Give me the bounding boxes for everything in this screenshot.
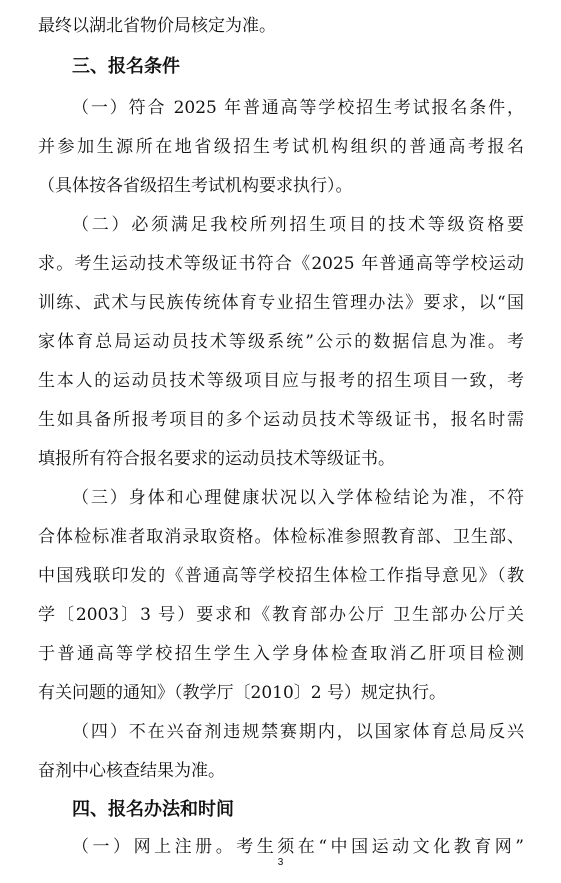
- page-number: 3: [277, 857, 284, 868]
- paragraph-line: （四）不在兴奋剂违规禁赛期内，以国家体育总局反兴: [72, 722, 524, 742]
- paragraph-line: （一）网上注册。考生须在“中国运动文化教育网”: [72, 837, 524, 857]
- paragraph-line: 求。考生运动技术等级证书符合《2025 年普通高等学校运动: [38, 254, 524, 274]
- paragraph-line: 生本人的运动员技术等级项目应与报考的招生项目一致，考: [38, 371, 524, 391]
- paragraph-line: 生如具备所报考项目的多个运动员技术等级证书，报名时需: [38, 410, 524, 430]
- paragraph-line: （具体按各省级招生考试机构要求执行）。: [38, 176, 353, 196]
- paragraph-line: 中国残联印发的《普通高等学校招生体检工作指导意见》（教: [38, 566, 524, 586]
- paragraph-line: （三）身体和心理健康状况以入学体检结论为准，不符: [72, 488, 524, 508]
- section-heading: 三、报名条件: [72, 56, 180, 77]
- paragraph-line: 学〔2003〕3 号）要求和《教育部办公厅 卫生部办公厅关: [38, 605, 524, 625]
- paragraph-line: 奋剂中心核查结果为准。: [38, 761, 225, 781]
- text-line: 最终以湖北省物价局核定为准。: [38, 16, 276, 36]
- paragraph-line: 训练、武术与民族传统体育专业招生管理办法》要求，以“国: [38, 293, 524, 313]
- paragraph-line: 并参加生源所在地省级招生考试机构组织的普通高考报名: [38, 137, 524, 157]
- paragraph-line: 家体育总局运动员技术等级系统”公示的数据信息为准。考: [38, 332, 524, 352]
- paragraph-line: 填报所有符合报名要求的运动员技术等级证书。: [38, 449, 395, 469]
- paragraph-line: （二）必须满足我校所列招生项目的技术等级资格要: [72, 215, 524, 235]
- paragraph-line: 合体检标准者取消录取资格。体检标准参照教育部、卫生部、: [38, 527, 524, 547]
- paragraph-line: 有关问题的通知》（教学厅〔2010〕2 号）规定执行。: [38, 683, 446, 703]
- paragraph-line: （一）符合 2025 年普通高等学校招生考试报名条件，: [72, 98, 524, 118]
- section-heading: 四、报名办法和时间: [72, 799, 234, 820]
- paragraph-line: 于普通高等学校招生学生入学身体检查取消乙肝项目检测: [38, 644, 524, 664]
